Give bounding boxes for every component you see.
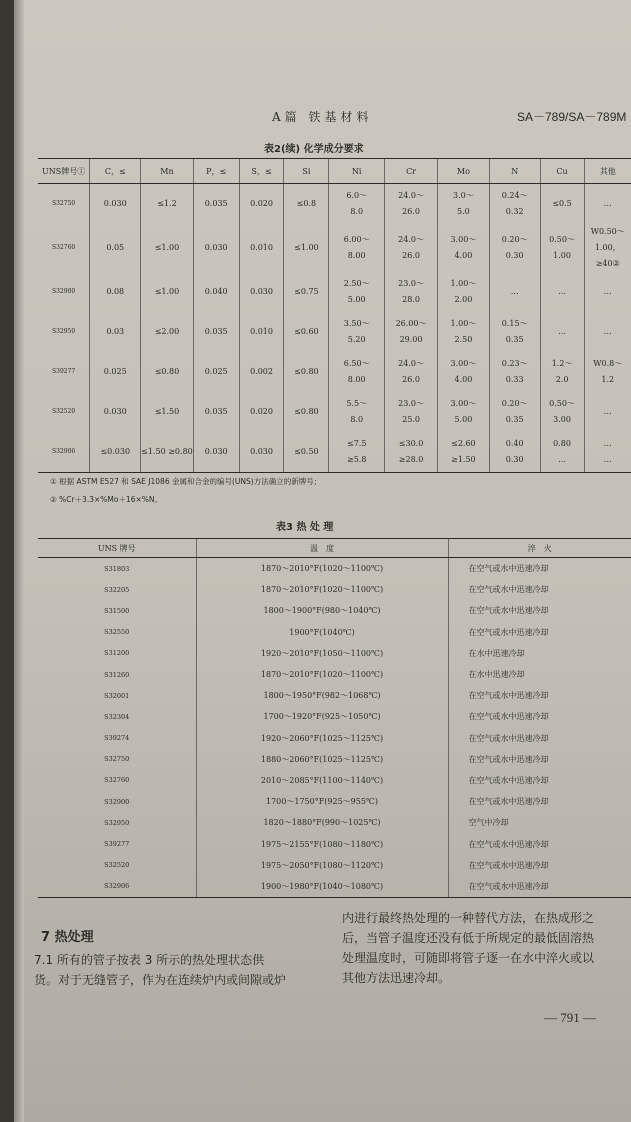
element-c-cell: 0.08 (90, 272, 141, 312)
uns-grade-cell: S32906 (38, 432, 90, 473)
cell-line: 1.00～ (450, 319, 477, 328)
cell-line: … (603, 407, 612, 416)
cell-line: 0.33 (505, 375, 524, 384)
quench-cell: 在空气或水中迅速冷却 (448, 728, 631, 749)
temperature-cell: 1700～1750°F(925～955℃) (196, 791, 448, 812)
table-row (38, 770, 631, 791)
element-cu-cell (540, 432, 584, 473)
element-other-cell (584, 352, 631, 392)
column-header: N (489, 159, 540, 184)
cell-line: 5.20 (347, 335, 366, 344)
element-other-cell (584, 312, 631, 352)
uns-grade-cell: S32950 (52, 328, 76, 335)
chemical-composition-table (38, 158, 631, 473)
table-row (38, 749, 631, 770)
cell-line: 4.00 (454, 375, 473, 384)
cell-line: 0.15～ (501, 319, 528, 328)
element-n-cell (489, 272, 540, 312)
column-header: Ni (329, 159, 385, 184)
quench-cell: 在空气或水中迅速冷却 (448, 558, 631, 580)
table3-header-row (38, 539, 631, 558)
column-header: Cr (385, 159, 438, 184)
element-other-cell (584, 432, 631, 473)
table-row (38, 558, 631, 580)
cell-line: 0.24～ (501, 191, 528, 200)
uns-grade-cell: S32950 (104, 818, 130, 827)
element-p-cell: 0.030 (193, 432, 239, 473)
table-row (38, 352, 631, 392)
cell-line: 1.2～ (551, 359, 573, 368)
element-cu-cell (540, 184, 584, 225)
table2-header-row (38, 159, 631, 184)
table-row (38, 812, 631, 833)
element-n-cell (489, 432, 540, 473)
cell-line: 2.50～ (343, 279, 370, 288)
table-row (38, 272, 631, 312)
column-header: 温 度 (196, 539, 448, 558)
element-c-cell: 0.030 (90, 392, 141, 432)
uns-grade-cell: S32304 (104, 712, 130, 721)
cell-line: 2.00 (454, 295, 473, 304)
temperature-cell: 1870～2010°F(1020～1100℃) (196, 579, 448, 600)
table-row (38, 643, 631, 664)
element-n-cell (489, 312, 540, 352)
table-row (38, 855, 631, 876)
element-c-cell: 0.030 (90, 184, 141, 225)
cell-line: 25.0 (402, 415, 420, 424)
cell-line: W0.8～ (593, 359, 623, 368)
cell-line: 6.00～ (343, 235, 370, 244)
cell-line: 1.2 (601, 375, 615, 384)
uns-grade-cell: S31260 (104, 670, 130, 679)
table-row (38, 224, 631, 272)
column-header: C，≤ (90, 159, 141, 184)
cell-line: 0.30 (505, 251, 524, 260)
element-ni-cell (329, 312, 385, 352)
element-si-cell: ≤0.8 (284, 184, 329, 225)
element-cr-cell (385, 224, 438, 272)
element-c-cell: 0.05 (90, 224, 141, 272)
uns-grade-cell: S32750 (104, 755, 130, 764)
cell-line: 0.80 (553, 439, 571, 448)
element-s-cell: 0.010 (239, 312, 284, 352)
element-cr-cell (385, 184, 438, 225)
cell-line: 3.00 (553, 415, 571, 424)
quench-cell: 在水中迅速冷却 (448, 664, 631, 685)
quench-cell: 在空气或水中迅速冷却 (448, 749, 631, 770)
uns-grade-cell: S32001 (104, 691, 130, 700)
column-header: Mo (437, 159, 489, 184)
element-si-cell: ≤0.60 (284, 312, 329, 352)
element-c-cell: 0.03 (90, 312, 141, 352)
element-mn-cell: ≤1.50 ≥0.80 (141, 432, 194, 473)
cell-line: 23.0～ (398, 279, 424, 288)
uns-grade-cell: S31500 (104, 606, 130, 615)
table-row (38, 600, 631, 621)
footnote-1: ① 根据 ASTM E527 和 SAE J1086 金属和合金的编号(UNS)方法确立的新牌号； (50, 477, 322, 486)
uns-grade-cell: S32760 (52, 244, 76, 251)
element-mn-cell: ≤1.00 (141, 272, 194, 312)
table-row (38, 833, 631, 854)
element-n-cell (489, 352, 540, 392)
text-line: 内进行最终热处理的一种替代方法，在热成形之 (342, 911, 595, 925)
cell-line: W0.50～ (590, 227, 625, 236)
element-s-cell: 0.010 (239, 224, 284, 272)
element-cr-cell (385, 432, 438, 473)
cell-line: 24.0～ (398, 359, 424, 368)
temperature-cell: 1820～1880°F(990～1025℃) (196, 812, 448, 833)
quench-cell: 在水中迅速冷却 (448, 643, 631, 664)
element-c-cell: ≤0.030 (90, 432, 141, 473)
uns-grade-cell: S39277 (104, 840, 130, 849)
temperature-cell: 1920～2010°F(1050～1100℃) (196, 643, 448, 664)
text-line: 处理温度时，可随即将管子逐一在水中淬火或以 (342, 951, 595, 965)
uns-grade-cell: S32906 (38, 876, 196, 898)
table-row (38, 664, 631, 685)
cell-line: … (603, 199, 612, 208)
table-row (38, 392, 631, 432)
uns-grade-cell: S31803 (104, 564, 130, 573)
cell-line: 24.0～ (398, 235, 424, 244)
uns-grade-cell: S32760 (104, 776, 130, 785)
text-line: 后，当管子温度还没有低于所规定的最低固溶热 (342, 931, 595, 945)
heat-treatment-table (38, 538, 631, 898)
table-row (38, 728, 631, 749)
element-cr-cell (385, 272, 438, 312)
cell-line: 6.50～ (343, 359, 370, 368)
table-row (38, 685, 631, 706)
element-si-cell: ≤0.80 (284, 392, 329, 432)
table-row (38, 622, 631, 643)
standard-code: SA－789/SA－789M (517, 110, 627, 124)
element-n-cell (489, 184, 540, 225)
element-other-cell (584, 224, 631, 272)
cell-line: 3.00～ (450, 399, 477, 408)
element-p-cell: 0.025 (193, 352, 239, 392)
element-cu-cell (540, 352, 584, 392)
cell-line: 0.50～ (549, 399, 575, 408)
element-cr-cell (385, 352, 438, 392)
cell-line: ≤2.60 (451, 439, 476, 448)
temperature-cell: 1900～1980°F(1040～1080℃) (196, 876, 448, 898)
element-other-cell (584, 272, 631, 312)
cell-line: 24.0～ (398, 191, 424, 200)
uns-grade-cell: S32520 (52, 408, 76, 415)
cell-line: … (603, 327, 612, 336)
cell-line: 0.20～ (501, 399, 528, 408)
cell-line: 0.40 (505, 439, 524, 448)
quench-cell: 在空气或水中迅速冷却 (448, 833, 631, 854)
element-ni-cell (329, 352, 385, 392)
cell-line: 2.0 (555, 375, 569, 384)
cell-line: 8.0 (350, 207, 364, 216)
quench-cell: 在空气或水中迅速冷却 (448, 600, 631, 621)
cell-line: 26.00～ (395, 319, 427, 328)
cell-line: … (510, 287, 519, 296)
element-mn-cell: ≤1.2 (141, 184, 194, 225)
uns-grade-cell: S32550 (104, 628, 130, 637)
cell-line: 5.0 (457, 207, 470, 216)
element-p-cell: 0.030 (193, 224, 239, 272)
uns-grade-cell: S39277 (52, 368, 76, 375)
element-cu-cell (540, 224, 584, 272)
table-row (38, 791, 631, 812)
table-row (38, 706, 631, 727)
cell-line: … (558, 327, 567, 336)
cell-line: ≤30.0 (398, 439, 424, 448)
element-mo-cell (437, 312, 489, 352)
column-header: 其他 (584, 159, 631, 184)
cell-line: ≤0.5 (552, 199, 572, 208)
element-p-cell: 0.035 (193, 184, 239, 225)
cell-line: … (558, 455, 567, 464)
cell-line: 1.00～ (450, 279, 477, 288)
temperature-cell: 1870～2010°F(1020～1100℃) (196, 558, 448, 580)
quench-cell: 在空气或水中迅速冷却 (448, 579, 631, 600)
uns-grade-cell: S32900 (52, 288, 76, 295)
quench-cell: 在空气或水中迅速冷却 (448, 706, 631, 727)
element-mo-cell (437, 224, 489, 272)
element-p-cell: 0.040 (193, 272, 239, 312)
element-s-cell: 0.020 (239, 184, 284, 225)
cell-line: 8.0 (350, 415, 364, 424)
element-mn-cell: ≤0.80 (141, 352, 194, 392)
uns-grade-cell: S32520 (104, 861, 130, 870)
cell-line: 3.00～ (450, 359, 477, 368)
cell-line: 6.0～ (346, 191, 368, 200)
temperature-cell: 2010～2085°F(1100～1140℃) (196, 770, 448, 791)
element-other-cell (584, 392, 631, 432)
cell-line: 5.00 (454, 415, 473, 424)
cell-line: 26.0 (402, 251, 420, 260)
element-si-cell: ≤0.80 (284, 352, 329, 392)
element-s-cell: 0.030 (239, 432, 284, 473)
table-row (38, 184, 631, 225)
element-c-cell: 0.025 (90, 352, 141, 392)
cell-line: 0.50～ (549, 235, 575, 244)
cell-line: 8.00 (347, 251, 366, 260)
temperature-cell: 1900°F(1040℃) (196, 622, 448, 643)
table-row (38, 579, 631, 600)
temperature-cell: 1975～2155°F(1080～1180℃) (196, 833, 448, 854)
column-header: P，≤ (193, 159, 239, 184)
column-header: 淬 火 (448, 539, 631, 558)
column-header: Mn (141, 159, 194, 184)
cell-line: … (603, 439, 612, 448)
text-line: 其他方法迅速冷却。 (342, 971, 451, 985)
cell-line: 26.0 (402, 207, 420, 216)
element-s-cell: 0.020 (239, 392, 284, 432)
element-ni-cell (329, 392, 385, 432)
element-p-cell: 0.035 (193, 312, 239, 352)
cell-line: 5.00 (347, 295, 366, 304)
cell-line: ≥28.0 (398, 455, 424, 464)
cell-line: ≥1.50 (451, 455, 476, 464)
cell-line: … (603, 455, 612, 464)
element-mo-cell (437, 432, 489, 473)
element-mn-cell: ≤1.50 (141, 392, 194, 432)
document-page (14, 0, 631, 1122)
element-ni-cell (329, 432, 385, 473)
page-number: — 791 — (544, 1010, 596, 1025)
quench-cell: 在空气或水中迅速冷却 (448, 622, 631, 643)
cell-line: 0.20～ (501, 235, 528, 244)
quench-cell: 空气中冷却 (448, 812, 631, 833)
table-row (38, 312, 631, 352)
cell-line: 29.00 (399, 335, 423, 344)
element-cu-cell (540, 272, 584, 312)
section-right-column (342, 908, 594, 988)
footnote-2: ② %Cr＋3.3×%Mo＋16×%N。 (50, 495, 163, 504)
cell-line: ≥40② (595, 259, 620, 268)
cell-line: 0.23～ (501, 359, 528, 368)
element-cu-cell (540, 392, 584, 432)
temperature-cell: 1880～2060°F(1025～1125℃) (196, 749, 448, 770)
cell-line: 0.35 (505, 415, 524, 424)
cell-line: 26.0 (402, 375, 420, 384)
column-header: Si (284, 159, 329, 184)
cell-line: 23.0～ (398, 399, 424, 408)
element-p-cell: 0.035 (193, 392, 239, 432)
element-mo-cell (437, 184, 489, 225)
text-line: 7.1 所有的管子按表 3 所示的热处理状态供 (34, 953, 265, 967)
element-ni-cell (329, 272, 385, 312)
element-s-cell: 0.002 (239, 352, 284, 392)
temperature-cell: 1700～1920°F(925～1050℃) (196, 706, 448, 727)
cell-line: 5.5～ (346, 399, 368, 408)
uns-grade-cell: S32205 (104, 585, 130, 594)
cell-line: 3.00～ (450, 235, 477, 244)
column-header: S，≤ (239, 159, 284, 184)
element-si-cell: ≤0.50 (284, 432, 329, 473)
table3-caption: 表3 热 处 理 (276, 522, 334, 533)
uns-grade-cell: S32900 (104, 797, 130, 806)
cell-line: 4.00 (454, 251, 473, 260)
cell-line: 2.50 (454, 335, 473, 344)
quench-cell: 在空气或水中迅速冷却 (448, 791, 631, 812)
element-mn-cell: ≤2.00 (141, 312, 194, 352)
cell-line: 3.0～ (453, 191, 474, 200)
table-row (38, 876, 631, 898)
table2-caption: 表2(续) 化学成分要求 (264, 144, 364, 155)
temperature-cell: 1920～2060°F(1025～1125℃) (196, 728, 448, 749)
cell-line: … (603, 287, 612, 296)
column-header: Cu (540, 159, 584, 184)
element-n-cell (489, 392, 540, 432)
element-cu-cell (540, 312, 584, 352)
temperature-cell: 1975～2050°F(1080～1120℃) (196, 855, 448, 876)
element-mo-cell (437, 352, 489, 392)
cell-line: 1.00， (594, 243, 621, 252)
element-mn-cell: ≤1.00 (141, 224, 194, 272)
element-mo-cell (437, 392, 489, 432)
cell-line: 8.00 (347, 375, 366, 384)
uns-grade-cell: S32750 (52, 200, 76, 207)
cell-line: 3.50～ (343, 319, 370, 328)
cell-line: 0.32 (505, 207, 524, 216)
cell-line: 28.0 (402, 295, 420, 304)
element-mo-cell (437, 272, 489, 312)
temperature-cell: 1800～1900°F(980～1040℃) (196, 600, 448, 621)
cell-line: ≥5.8 (346, 455, 367, 464)
cell-line: ≤7.5 (346, 439, 367, 448)
temperature-cell: 1870～2010°F(1020～1100℃) (196, 664, 448, 685)
uns-grade-cell: S39274 (104, 734, 130, 743)
text-line: 货。对于无缝管子，作为在连续炉内或间隙或炉 (34, 973, 287, 987)
element-ni-cell (329, 184, 385, 225)
column-header: UNS 牌号 (38, 539, 196, 558)
section-heading: 7 热处理 (41, 930, 94, 945)
uns-grade-cell: S31200 (104, 649, 130, 658)
temperature-cell: 1800～1950°F(982～1068℃) (196, 685, 448, 706)
quench-cell: 在空气或水中迅速冷却 (448, 685, 631, 706)
cell-line: 0.35 (505, 335, 524, 344)
element-cr-cell (385, 312, 438, 352)
column-header: UNS牌号① (38, 159, 90, 184)
running-header: A篇 铁基材料 (272, 110, 373, 124)
quench-cell: 在空气或水中迅速冷却 (448, 770, 631, 791)
element-si-cell: ≤1.00 (284, 224, 329, 272)
section-left-column (34, 950, 286, 990)
cell-line: … (558, 287, 567, 296)
cell-line: 1.00 (553, 251, 571, 260)
element-other-cell (584, 184, 631, 225)
element-s-cell: 0.030 (239, 272, 284, 312)
element-cr-cell (385, 392, 438, 432)
element-n-cell (489, 224, 540, 272)
quench-cell: 在空气或水中迅速冷却 (448, 855, 631, 876)
table-row (38, 432, 631, 473)
element-si-cell: ≤0.75 (284, 272, 329, 312)
quench-cell: 在空气或水中迅速冷却 (448, 876, 631, 898)
element-ni-cell (329, 224, 385, 272)
cell-line: 0.30 (505, 455, 524, 464)
